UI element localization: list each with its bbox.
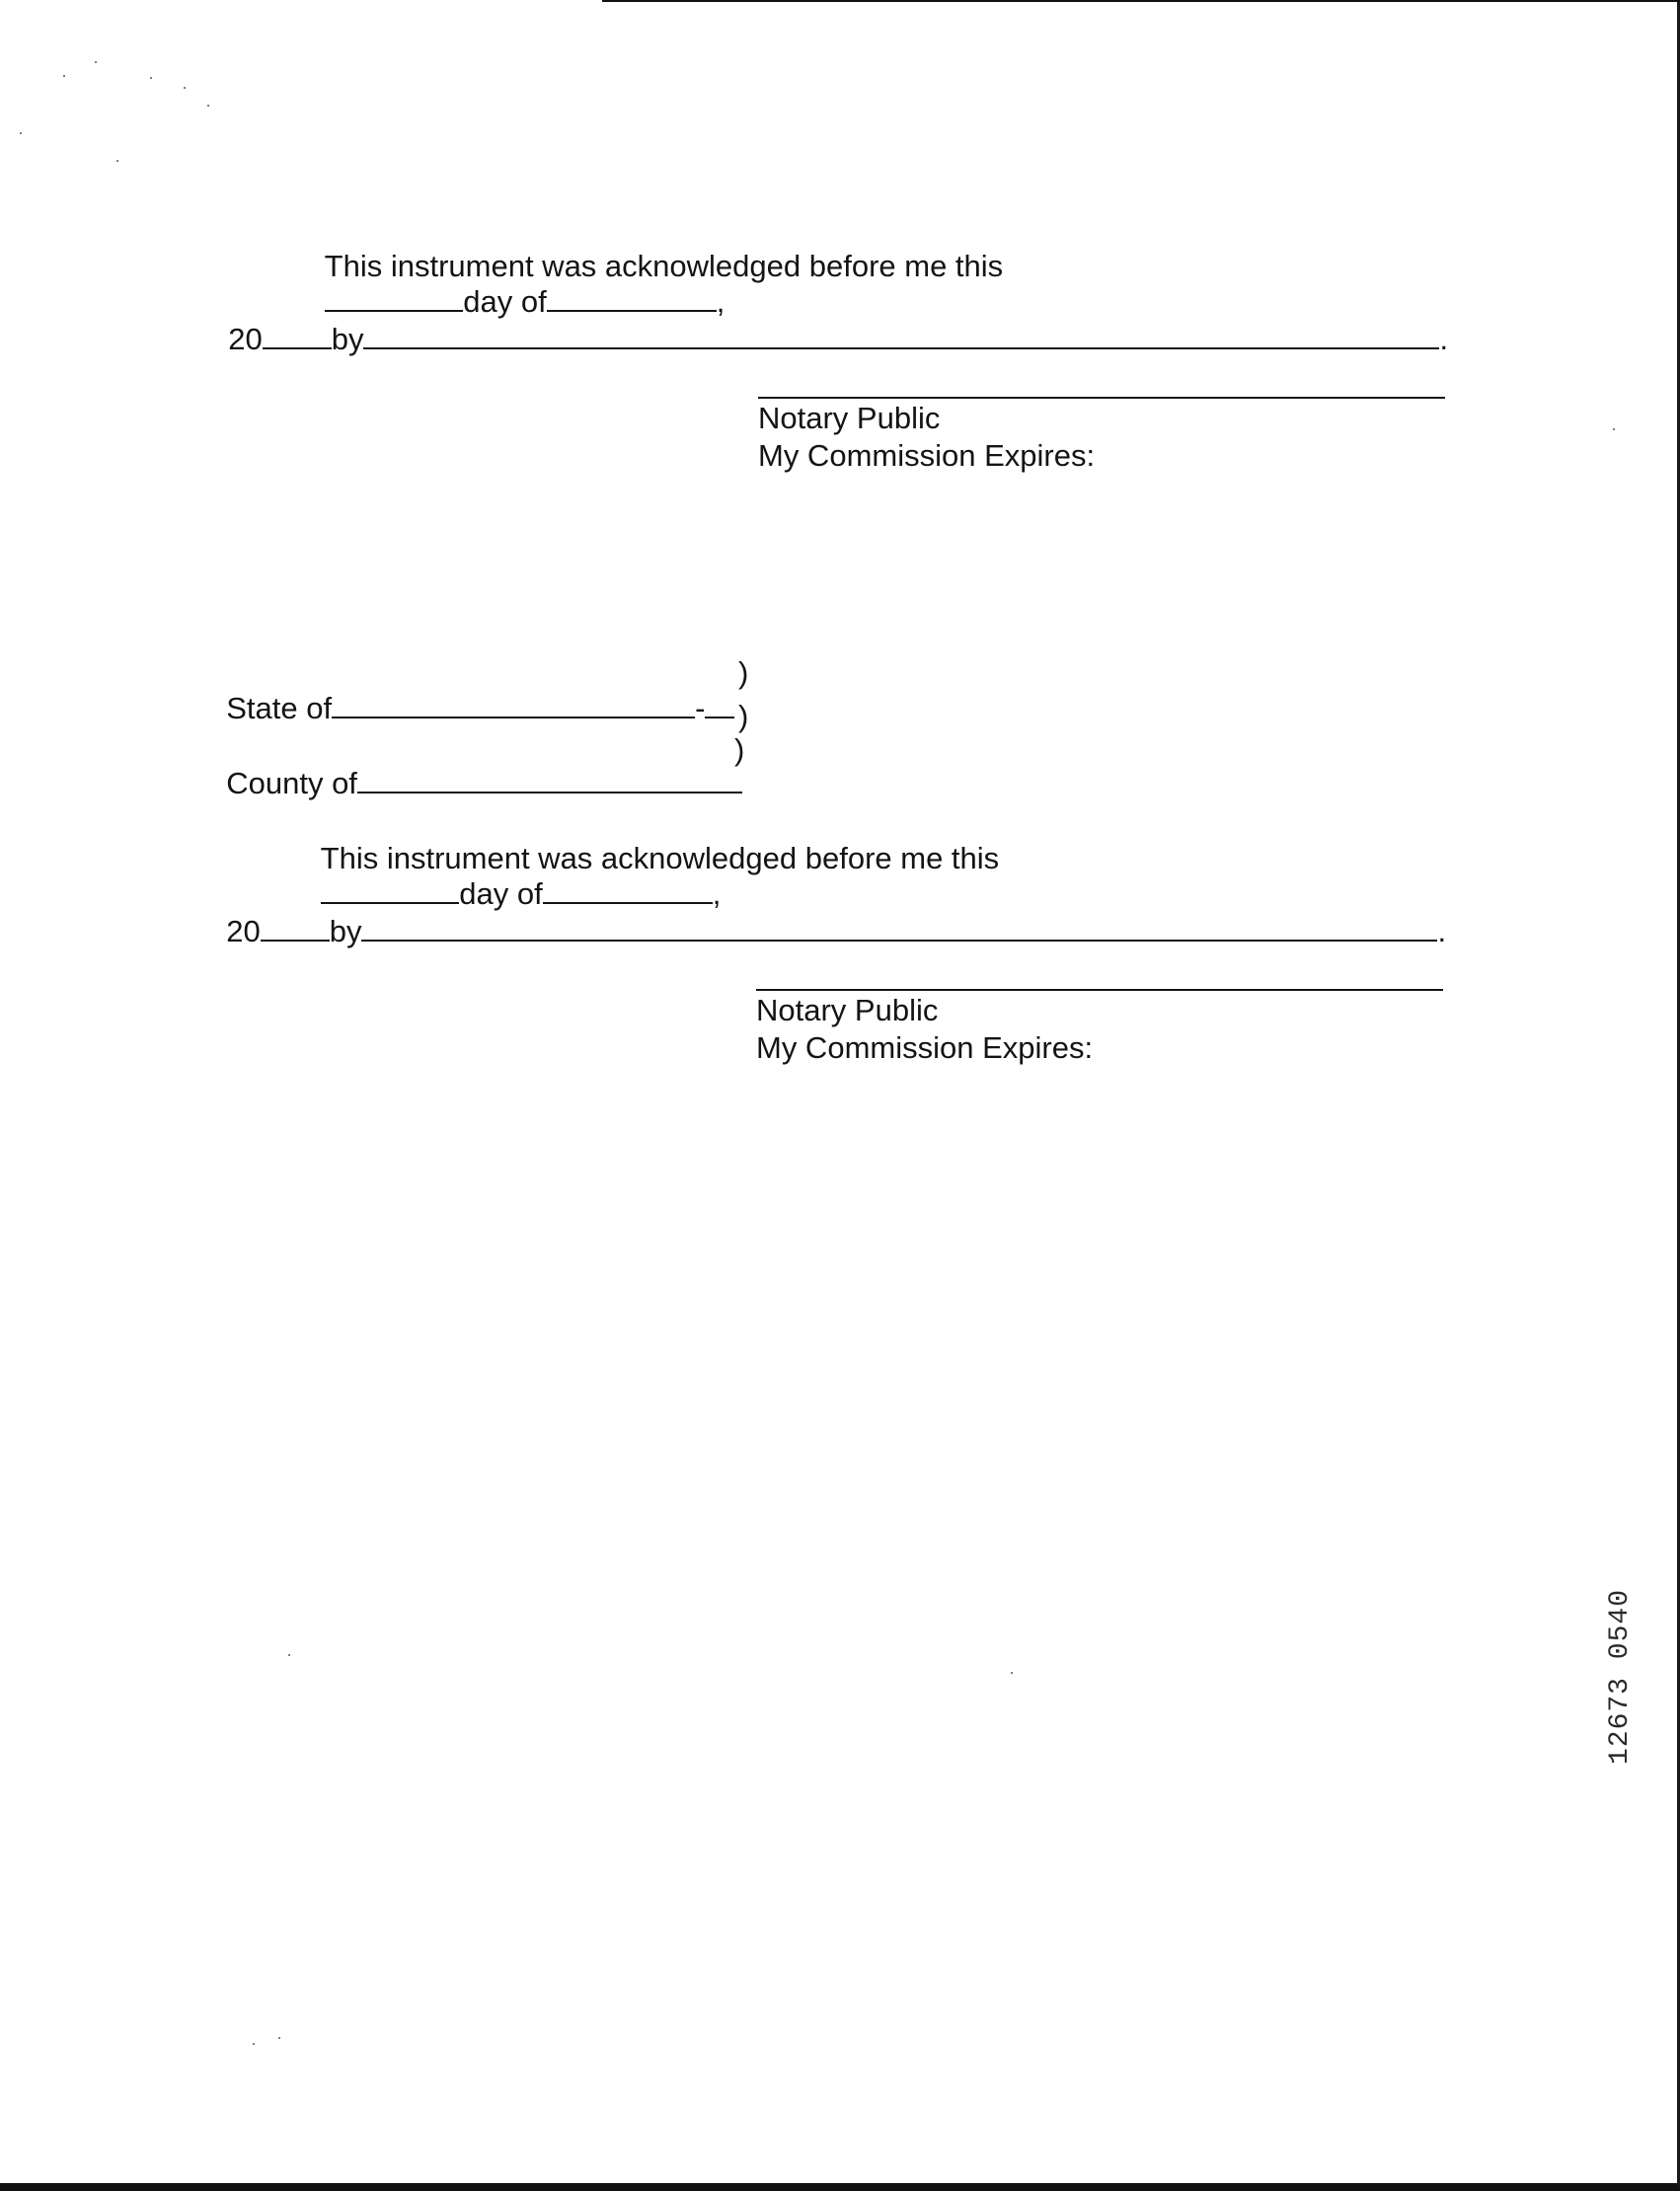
state-blank-tail[interactable]: [705, 691, 734, 718]
comma: ,: [716, 284, 725, 319]
period: .: [1437, 914, 1447, 948]
commission-expires-label: My Commission Expires:: [756, 1030, 1094, 1065]
notary-public-label: Notary Public: [758, 401, 941, 435]
ack-text: This instrument was acknowledged before me this: [320, 841, 1000, 875]
scan-speck: [184, 87, 186, 89]
bracket-paren: ): [734, 732, 745, 767]
batch-code: 12673 0540: [1605, 1589, 1636, 1766]
scan-speck: [150, 77, 152, 79]
bracket-paren: ): [738, 655, 749, 690]
county-line: [209, 730, 745, 801]
scan-speck: [278, 2037, 280, 2039]
scan-speck: [116, 160, 118, 162]
scan-speck: [20, 132, 22, 134]
scan-speck: [288, 1654, 290, 1656]
bracket-paren: ): [738, 699, 749, 733]
commission-expires-label: My Commission Expires:: [758, 438, 1096, 473]
by-name-blank[interactable]: [361, 914, 1437, 942]
by-line-1: [211, 286, 1448, 357]
year-blank[interactable]: [261, 914, 330, 942]
by-label: by: [331, 322, 364, 356]
year-prefix: 20: [228, 322, 263, 356]
period: .: [1439, 322, 1449, 356]
county-blank[interactable]: [357, 766, 742, 793]
by-name-blank[interactable]: [363, 322, 1439, 349]
scan-speck: [1011, 1672, 1013, 1674]
scan-speck: [1613, 428, 1615, 430]
notary-signature-line[interactable]: [756, 989, 1443, 991]
notary-public-label: Notary Public: [756, 993, 939, 1027]
by-line-2: [209, 878, 1446, 949]
top-scan-edge: [602, 0, 1680, 2]
year-blank[interactable]: [263, 322, 332, 349]
scan-speck: [207, 105, 209, 107]
county-of-label: County of: [226, 766, 357, 800]
ack-text: This instrument was acknowledged before me this: [324, 249, 1004, 283]
notary-signature-line[interactable]: [758, 397, 1445, 399]
by-label: by: [329, 914, 362, 948]
comma: ,: [712, 876, 722, 911]
scan-speck: [63, 75, 65, 77]
year-prefix: 20: [226, 914, 261, 948]
day-of-label: day of: [459, 876, 543, 911]
scan-speck: [253, 2043, 255, 2045]
dash: -: [695, 691, 706, 725]
state-blank[interactable]: [332, 691, 695, 718]
day-of-label: day of: [463, 284, 547, 319]
state-of-label: State of: [226, 691, 333, 725]
scan-speck: [95, 61, 97, 63]
state-line: [209, 655, 734, 726]
